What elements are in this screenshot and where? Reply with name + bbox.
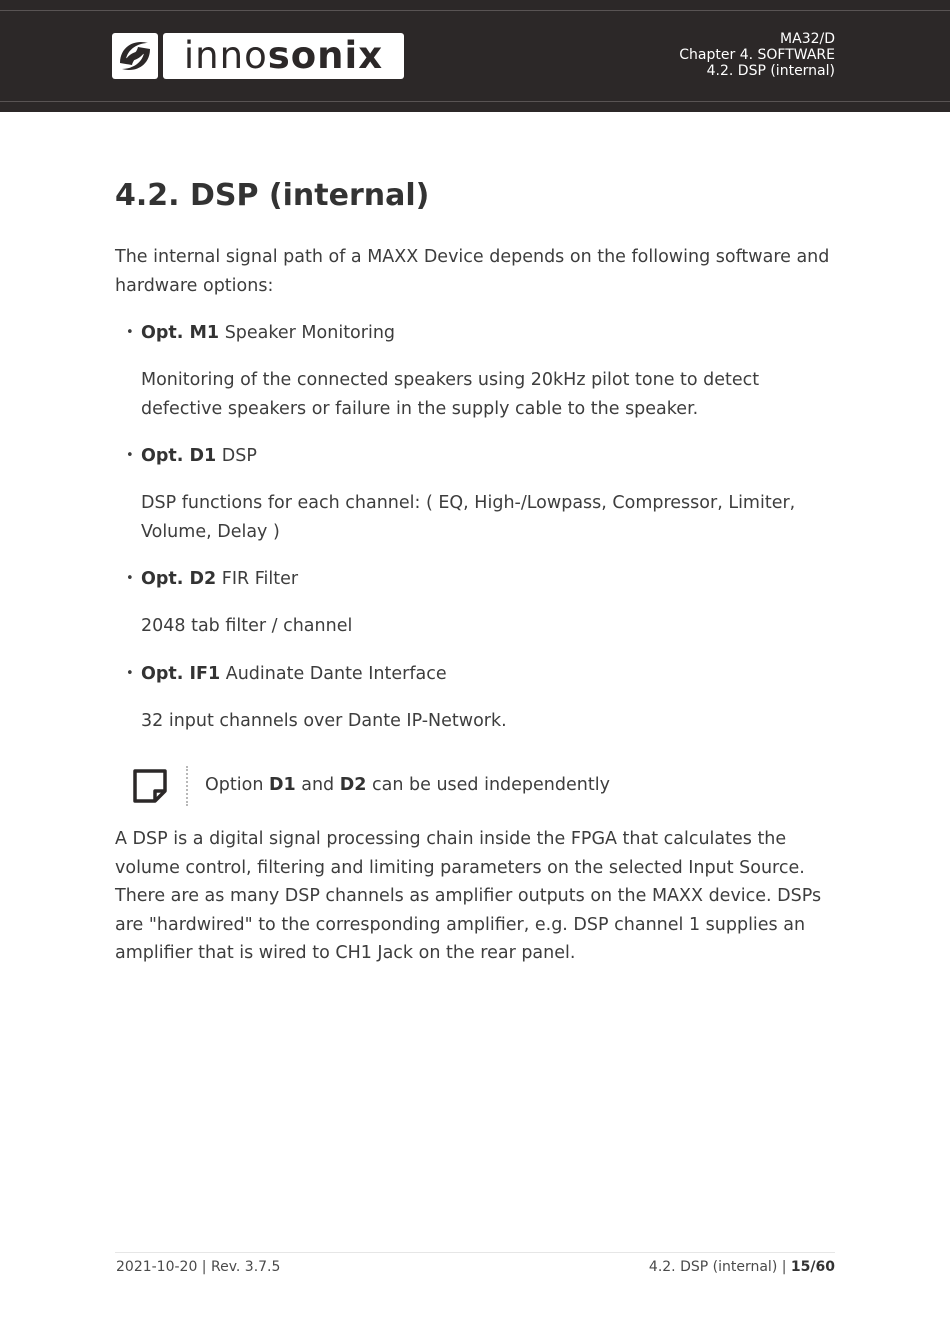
footer-rule [115, 1252, 835, 1253]
bullet-icon: • [126, 571, 134, 586]
bullet-icon: • [126, 666, 134, 681]
logo-wordmark: innosonix [163, 33, 404, 79]
bullet-icon: • [126, 448, 134, 463]
note-icon [131, 767, 169, 805]
innosonix-logo [112, 33, 404, 79]
intro-paragraph: The internal signal path of a MAXX Device depends on the following software and hardware options: [115, 247, 830, 296]
page-header [0, 0, 950, 112]
page-number: 15 [790, 1259, 811, 1275]
chapter-label: Chapter 4. SOFTWARE [679, 47, 835, 63]
option-description: 32 input channels over Dante IP-Network. [141, 711, 507, 731]
option-description: DSP functions for each channel: ( EQ, High-/Lowpass, Compressor, Limiter, Volume, Delay ) [141, 493, 796, 542]
note-text: Option D1 and D2 can be used independently [205, 775, 610, 795]
option-description: 2048 tab filter / channel [141, 616, 353, 636]
body-paragraph: A DSP is a digital signal processing chain inside the FPGA that calculates the volume control, filtering and limiting parameters on the selected Input Source. There are as many DSP channels as amplifier outputs on the MAXX device. DSPs are "hardwired" to the corresponding amplifier, e.g. DSP channel 1 supplies an amplifier that is wired to CH1 Jack on the rear panel. [115, 829, 822, 963]
option-description: Monitoring of the connected speakers using 20kHz pilot tone to detect defective speakers or failure in the supply cable to the speaker. [141, 370, 760, 419]
note-divider [186, 766, 188, 806]
footer-date-rev: 2021-10-20 | Rev. 3.7.5 [116, 1259, 281, 1275]
logo-mark-icon [112, 33, 158, 79]
footer-page-info: 4.2. DSP (internal) | 15/60 [648, 1259, 835, 1275]
section-label: 4.2. DSP (internal) [706, 63, 835, 79]
header-meta [679, 31, 835, 79]
header-rule-bottom [0, 101, 950, 102]
page-total: /60 [810, 1259, 835, 1275]
doc-id: MA32/D [780, 31, 835, 47]
page-title: 4.2. DSP (internal) [115, 178, 430, 213]
bullet-icon: • [126, 325, 134, 340]
header-rule-top [0, 10, 950, 11]
